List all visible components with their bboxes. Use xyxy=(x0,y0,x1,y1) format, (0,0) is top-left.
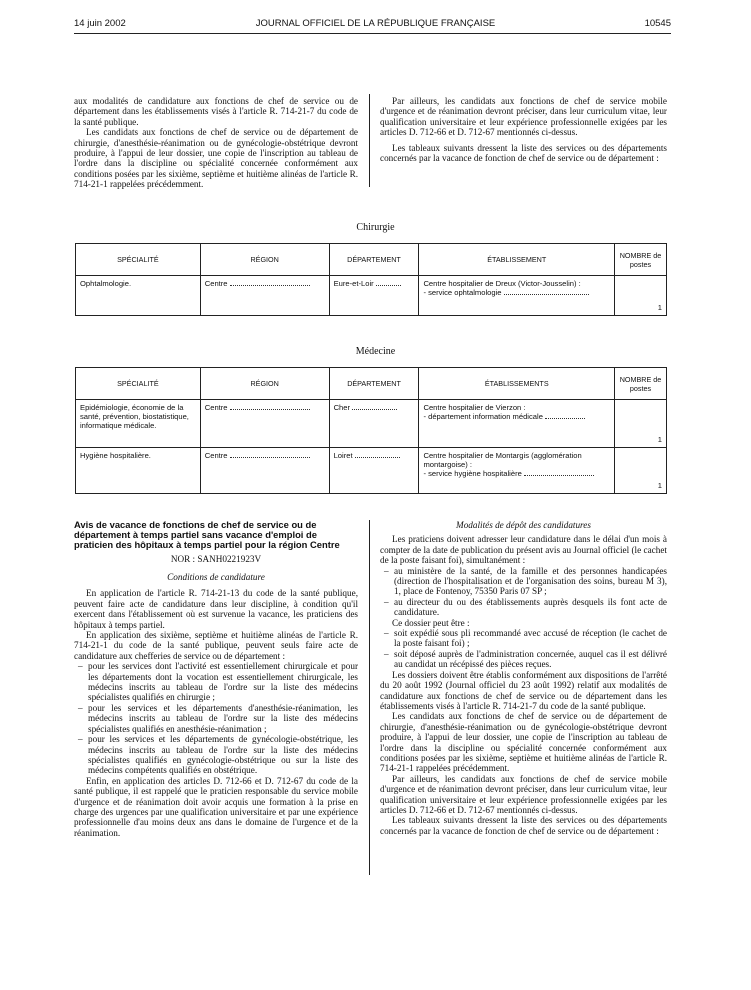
header-rule xyxy=(74,33,671,34)
cell-departement: Cher xyxy=(329,400,419,448)
cell-specialite: Ophtalmologie. xyxy=(76,276,201,316)
cell-departement: Eure-et-Loir xyxy=(329,276,419,316)
cell-nombre: 1 xyxy=(615,276,667,316)
paragraph: aux modalités de candidature aux fonctions de chef de service ou de département dans les établissements visés à l'article R. 714-21-7 du code de la santé publique. xyxy=(74,96,358,127)
cell-etablissement: Centre hospitalier de Dreux (Victor-Jousselin) : - service ophtalmologie xyxy=(419,276,615,316)
list-item: – au ministère de la santé, de la famille et des personnes handicapées (direction de l'hospitalisation et de l'organisation des soins, bureau M 3), 1, place de Fontenoy, 75350 Paris 07 SP ; xyxy=(394,566,667,597)
medecine-table xyxy=(75,367,667,494)
paragraph: Enfin, en application des articles D. 712-66 et D. 712-67 du code de la santé publique, il est rappelé que le praticien responsable du service mobile d'urgence et de réanimation doit avoir acquis une formation à la prise en charge des urgences par une qualification universitaire et par une expérience professionnelle d'au moins deux ans dans le domaine de l'urgence et de la réanimation. xyxy=(74,775,358,838)
dossier-list xyxy=(380,628,667,670)
paragraph: Par ailleurs, les candidats aux fonctions de chef de service mobile d'urgence et de réanimation devront préciser, dans leur curriculum vitae, leur qualification universitaire et leur expérience professionnelle exigées par les articles D. 712-66 et D. 712-67 mentionnés ci-dessus. xyxy=(380,773,667,815)
table-header-row xyxy=(76,244,667,276)
avis-left-column xyxy=(74,520,358,838)
table-caption-chirurgie: Chirurgie xyxy=(356,222,395,233)
modalites-heading: Modalités de dépôt des candidatures xyxy=(456,520,591,530)
column-header: RÉGION xyxy=(200,368,329,400)
list-item: – soit expédié sous pli recommandé avec accusé de réception (le cachet de la poste faisant foi) ; xyxy=(394,628,667,649)
paragraph: Ce dossier peut être : xyxy=(392,617,470,628)
paragraph: Les tableaux suivants dressent la liste des services ou des départements concernés par la vacance de fonction de chef de service ou de département : xyxy=(380,815,667,836)
column-header: NOMBRE de postes xyxy=(615,244,667,276)
column-header: ÉTABLISSEMENT xyxy=(419,244,615,276)
conditions-list xyxy=(74,661,358,775)
table-caption-medecine: Médecine xyxy=(355,346,396,357)
cell-region: Centre xyxy=(200,276,329,316)
top-left-column xyxy=(74,96,358,190)
cell-specialite: Epidémiologie, économie de la santé, prévention, biostatistique, informatique médicale. xyxy=(76,400,201,448)
header-title: JOURNAL OFFICIEL DE LA RÉPUBLIQUE FRANÇAISE xyxy=(255,18,496,29)
cell-region: Centre xyxy=(200,448,329,494)
list-item: – pour les services dont l'activité est essentiellement chirurgicale et pour les départements dont la vocation est essentiellement chirurgicale, les médecins inscrits au tableau de l'ordre sur la liste des médecins spécialistes qualifiés en chirurgie ; xyxy=(88,661,358,703)
paragraph: Les candidats aux fonctions de chef de service ou de département de chirurgie, d'anesthésie-réanimation ou de gynécologie-obstétrique devront produire, à l'appui de leur dossier, une copie de l'inscription au tableau de l'ordre dans la discipline ou spécialité concernée conformément aux conditions posées par les sixième, septième et huitième alinéas de l'article R. 714-21-1 rappelées précédemment. xyxy=(380,711,667,774)
paragraph: Les praticiens doivent adresser leur candidature dans le délai d'un mois à compter de la date de publication du présent avis au Journal officiel (le cachet de la poste faisant foi), simultanément : xyxy=(380,534,667,566)
column-divider xyxy=(369,94,370,187)
list-item: – pour les services et les départements d'anesthésie-réanimation, les médecins inscrits au tableau de l'ordre sur la liste des médecins spécialistes qualifiés en anesthésie-réanimation ; xyxy=(88,703,358,734)
paragraph: Les dossiers doivent être établis conformément aux dispositions de l'arrêté du 20 août 1992 (Journal officiel du 23 août 1992) relatif aux modalités de candidature aux fonctions de chef de service ou de département dans les établissements visés à l'article R. 714-21-7 du code de la santé publique. xyxy=(380,669,667,711)
column-header: RÉGION xyxy=(200,244,329,276)
table-row xyxy=(76,448,667,494)
column-header: DÉPARTEMENT xyxy=(329,244,419,276)
table-header-row xyxy=(76,368,667,400)
column-header: DÉPARTEMENT xyxy=(329,368,419,400)
list-item: – au directeur du ou des établissements auprès desquels ils font acte de candidature. xyxy=(394,597,667,618)
avis-title: Avis de vacance de fonctions de chef de service ou de département à temps partiel sans vacance d'emploi de praticien des hôpitaux à temps partiel pour la région Centre xyxy=(74,519,340,551)
paragraph: Les candidats aux fonctions de chef de service ou de département de chirurgie, d'anesthésie-réanimation ou de gynécologie-obstétrique devront produire, à l'appui de leur dossier, une copie de l'inscription au tableau de l'ordre dans la discipline ou spécialité concernée conformément aux conditions posées par les sixième, septième et huitième alinéas de l'article R. 714-21-1 rappelées précédemment. xyxy=(74,127,358,190)
cell-specialite: Hygiène hospitalière. xyxy=(76,448,201,494)
paragraph: Par ailleurs, les candidats aux fonctions de chef de service mobile d'urgence et de réanimation devront préciser, dans leur curriculum vitae, leur qualification universitaire et leur expérience professionnelle exigées par les articles D. 712-66 et D. 712-67 mentionnés ci-dessus. xyxy=(380,96,667,138)
list-item: – pour les services et les départements de gynécologie-obstétrique, les médecins inscrits au tableau de l'ordre sur la liste des médecins spécialistes qualifiés en gynécologie-obstétrique ou sur la liste des médecins compétents qualifiés en obstétrique. xyxy=(88,734,358,776)
cell-departement: Loiret xyxy=(329,448,419,494)
cell-nombre: 1 xyxy=(615,448,667,494)
cell-nombre: 1 xyxy=(615,400,667,448)
table-row xyxy=(76,400,667,448)
nor-reference: NOR : SANH0221923V xyxy=(170,553,262,564)
column-divider xyxy=(369,520,370,875)
paragraph: En application de l'article R. 714-21-13 du code de la santé publique, peuvent faire acte de candidature dans leur discipline, à condition qu'il exercent dans l'établissement où est survenue la vacance, les praticiens des hôpitaux à temps partiel. xyxy=(74,588,358,630)
conditions-heading: Conditions de candidature xyxy=(167,572,265,583)
header-date: 14 juin 2002 xyxy=(74,18,126,29)
cell-region: Centre xyxy=(200,400,329,448)
column-header: SPÉCIALITÉ xyxy=(76,368,201,400)
top-right-column xyxy=(380,96,667,163)
avis-right-column xyxy=(380,520,667,836)
table-row xyxy=(76,276,667,316)
list-item: – soit déposé auprès de l'administration concernée, auquel cas il est délivré au candidat un récépissé des pièces reçues. xyxy=(394,649,667,670)
column-header: ÉTABLISSEMENTS xyxy=(419,368,615,400)
cell-etablissement: Centre hospitalier de Montargis (agglomération montargoise) : - service hygiène hospitalière xyxy=(419,448,615,494)
page-number: 10545 xyxy=(644,18,671,29)
chirurgie-table xyxy=(75,243,667,316)
recipients-list xyxy=(380,566,667,618)
paragraph: Les tableaux suivants dressent la liste des services ou des départements concernés par la vacance de fonction de chef de service ou de département : xyxy=(380,142,667,164)
cell-etablissement: Centre hospitalier de Vierzon : - département information médicale xyxy=(419,400,615,448)
column-header: SPÉCIALITÉ xyxy=(76,244,201,276)
paragraph: En application des sixième, septième et huitième alinéas de l'article R. 714-21-1 du code de la santé publique, peuvent seuls faire acte de candidature aux chefferies de service ou de département : xyxy=(74,630,358,661)
column-header: NOMBRE de postes xyxy=(615,368,667,400)
